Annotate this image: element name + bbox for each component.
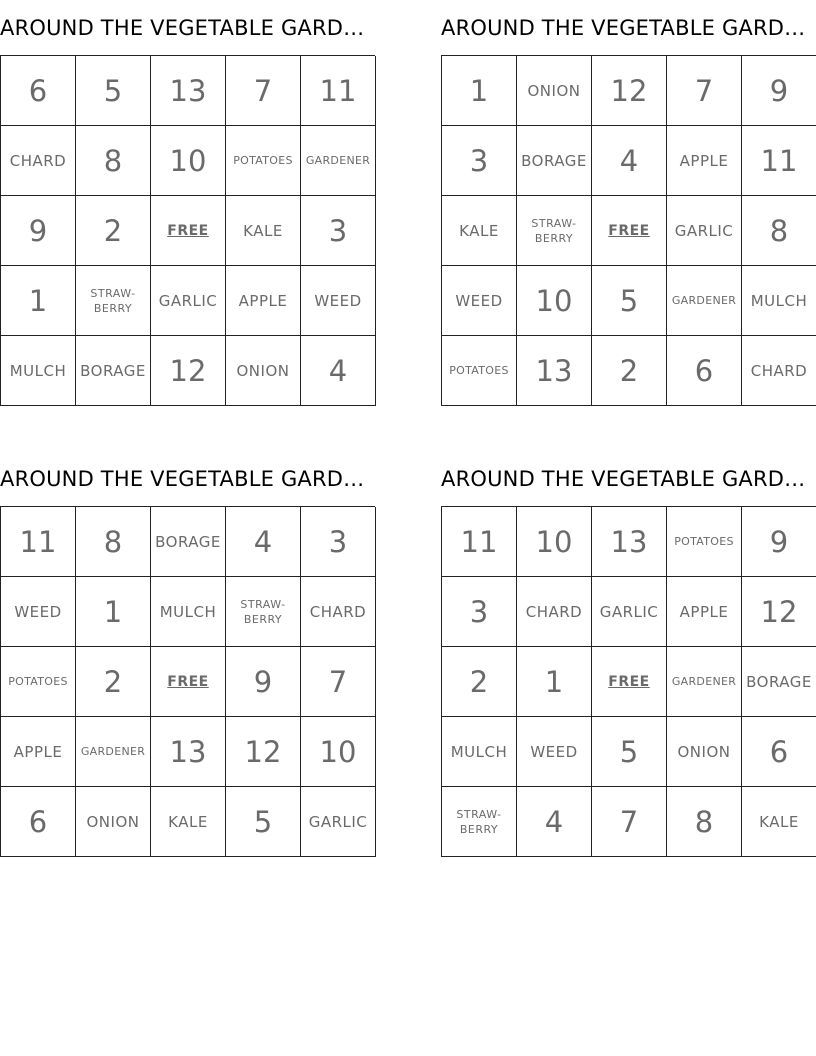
bingo-grid <box>0 55 375 406</box>
bingo-cell: ONION <box>517 56 592 126</box>
bingo-cell: 1 <box>76 577 151 647</box>
bingo-cell: MULCH <box>742 266 816 336</box>
bingo-cell: WEED <box>1 577 76 647</box>
bingo-cell: 11 <box>442 507 517 577</box>
bingo-cell: GARLIC <box>592 577 667 647</box>
bingo-cell: BORAGE <box>151 507 226 577</box>
free-space: FREE <box>592 196 667 266</box>
bingo-cell: CHARD <box>742 336 816 406</box>
bingo-cell: 5 <box>76 56 151 126</box>
bingo-cell: 2 <box>76 647 151 717</box>
bingo-cell: 8 <box>76 507 151 577</box>
bingo-cell: 4 <box>517 787 592 857</box>
bingo-cell: MULCH <box>151 577 226 647</box>
bingo-cell: 6 <box>1 787 76 857</box>
bingo-cell: 3 <box>442 577 517 647</box>
bingo-cell: 9 <box>226 647 301 717</box>
bingo-cell: STRAW- BERRY <box>442 787 517 857</box>
bingo-cell: APPLE <box>667 577 742 647</box>
bingo-cell: 13 <box>151 717 226 787</box>
bingo-cell: WEED <box>442 266 517 336</box>
bingo-cell: 9 <box>742 56 816 126</box>
card-title: AROUND THE VEGETABLE GARD… <box>441 16 806 40</box>
free-space: FREE <box>151 647 226 717</box>
bingo-cell: 10 <box>517 507 592 577</box>
bingo-cell: KALE <box>151 787 226 857</box>
bingo-grid <box>441 506 816 857</box>
bingo-cell: WEED <box>517 717 592 787</box>
bingo-cell: POTATOES <box>667 507 742 577</box>
bingo-grid <box>441 55 816 406</box>
bingo-cell: 7 <box>226 56 301 126</box>
card-title: AROUND THE VEGETABLE GARD… <box>0 16 365 40</box>
bingo-cell: 7 <box>301 647 376 717</box>
bingo-cell: 8 <box>742 196 816 266</box>
bingo-cell: 2 <box>76 196 151 266</box>
bingo-cell: 3 <box>301 196 376 266</box>
bingo-cell: 1 <box>517 647 592 717</box>
bingo-cell: 5 <box>226 787 301 857</box>
bingo-cell: 6 <box>742 717 816 787</box>
bingo-cell: 12 <box>151 336 226 406</box>
bingo-grid <box>0 506 375 857</box>
bingo-cell: POTATOES <box>442 336 517 406</box>
free-space: FREE <box>151 196 226 266</box>
free-space: FREE <box>592 647 667 717</box>
bingo-cell: KALE <box>742 787 816 857</box>
bingo-cell: 2 <box>592 336 667 406</box>
bingo-cell: 4 <box>226 507 301 577</box>
bingo-cell: 13 <box>517 336 592 406</box>
card-title: AROUND THE VEGETABLE GARD… <box>441 467 806 491</box>
bingo-cell: 4 <box>592 126 667 196</box>
bingo-cell: 4 <box>301 336 376 406</box>
bingo-card-2 <box>441 0 816 406</box>
bingo-cell: 6 <box>1 56 76 126</box>
bingo-cell: 2 <box>442 647 517 717</box>
bingo-cell: ONION <box>226 336 301 406</box>
bingo-cell: 9 <box>742 507 816 577</box>
bingo-cell: APPLE <box>1 717 76 787</box>
bingo-cell: BORAGE <box>76 336 151 406</box>
bingo-cell: BORAGE <box>742 647 816 717</box>
bingo-cell: 5 <box>592 266 667 336</box>
bingo-cell: MULCH <box>442 717 517 787</box>
bingo-cell: 7 <box>667 56 742 126</box>
bingo-cell: 13 <box>592 507 667 577</box>
bingo-cell: STRAW- BERRY <box>517 196 592 266</box>
bingo-card-3 <box>0 451 375 857</box>
bingo-cell: GARDENER <box>76 717 151 787</box>
bingo-cell: 11 <box>301 56 376 126</box>
bingo-cell: POTATOES <box>1 647 76 717</box>
bingo-card-1 <box>0 0 375 406</box>
bingo-cell: 10 <box>151 126 226 196</box>
bingo-cell: 12 <box>742 577 816 647</box>
bingo-cell: 1 <box>1 266 76 336</box>
bingo-cell: STRAW- BERRY <box>76 266 151 336</box>
bingo-cell: MULCH <box>1 336 76 406</box>
bingo-cell: WEED <box>301 266 376 336</box>
bingo-cell: 12 <box>226 717 301 787</box>
bingo-cell: POTATOES <box>226 126 301 196</box>
bingo-cell: 11 <box>1 507 76 577</box>
bingo-cell: GARDENER <box>667 647 742 717</box>
bingo-cell: GARDENER <box>667 266 742 336</box>
bingo-cell: 8 <box>667 787 742 857</box>
bingo-cell: CHARD <box>517 577 592 647</box>
bingo-cell: KALE <box>226 196 301 266</box>
bingo-cell: APPLE <box>226 266 301 336</box>
bingo-cell: 9 <box>1 196 76 266</box>
bingo-cell: 12 <box>592 56 667 126</box>
bingo-cell: 5 <box>592 717 667 787</box>
bingo-cell: ONION <box>667 717 742 787</box>
bingo-cell: 3 <box>301 507 376 577</box>
bingo-cell: 10 <box>301 717 376 787</box>
bingo-cell: GARDENER <box>301 126 376 196</box>
bingo-cell: 13 <box>151 56 226 126</box>
bingo-cell: APPLE <box>667 126 742 196</box>
bingo-cell: GARLIC <box>301 787 376 857</box>
bingo-cell: CHARD <box>1 126 76 196</box>
bingo-cell: 1 <box>442 56 517 126</box>
bingo-cell: STRAW- BERRY <box>226 577 301 647</box>
bingo-cell: 7 <box>592 787 667 857</box>
bingo-cell: 6 <box>667 336 742 406</box>
bingo-cell: BORAGE <box>517 126 592 196</box>
bingo-cell: 11 <box>742 126 816 196</box>
bingo-cell: GARLIC <box>151 266 226 336</box>
bingo-cell: 8 <box>76 126 151 196</box>
bingo-card-4 <box>441 451 816 857</box>
bingo-cell: KALE <box>442 196 517 266</box>
card-title: AROUND THE VEGETABLE GARD… <box>0 467 365 491</box>
bingo-cell: ONION <box>76 787 151 857</box>
bingo-cell: 10 <box>517 266 592 336</box>
bingo-cell: GARLIC <box>667 196 742 266</box>
bingo-cell: 3 <box>442 126 517 196</box>
bingo-cell: CHARD <box>301 577 376 647</box>
